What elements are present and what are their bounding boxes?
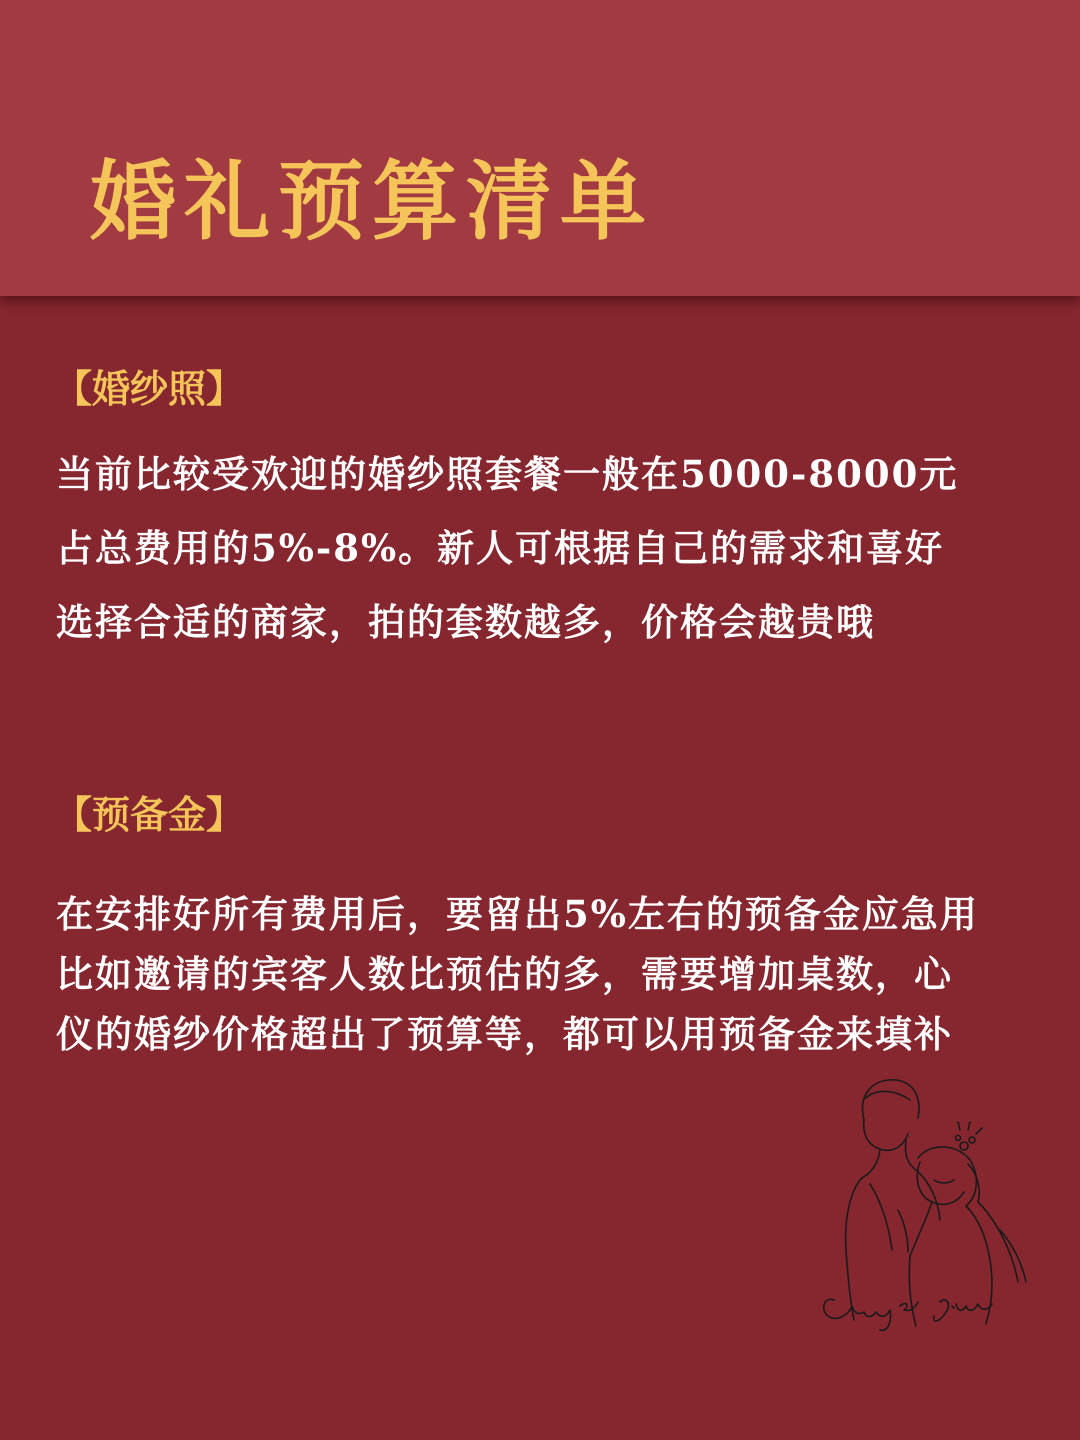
- paragraph-line: 选择合适的商家，拍的套数越多，价格会越贵哦: [56, 600, 875, 644]
- paragraph-line: 在安排好所有费用后，要留出5%左右的预备金应急用: [56, 892, 979, 936]
- paragraph-line: 比如邀请的宾客人数比预估的多，需要增加桌数，心: [56, 952, 953, 996]
- paragraph-line: 当前比较受欢迎的婚纱照套餐一般在5000-8000元: [56, 452, 959, 496]
- section-body-reserve-fund: [56, 884, 1046, 1064]
- paragraph-line: 仪的婚纱价格超出了预算等，都可以用预备金来填补: [56, 1012, 953, 1056]
- section-body-wedding-photos: [56, 444, 1046, 666]
- page-title: 婚礼预算清单: [90, 151, 654, 252]
- section-title-reserve-fund: 【预备金】: [54, 792, 245, 837]
- section-title-wedding-photos: 【婚纱照】: [54, 366, 245, 411]
- couple-line-drawing-icon: [800, 1060, 1040, 1350]
- paragraph-line: 占总费用的5%-8%。新人可根据自己的需求和喜好: [56, 526, 945, 570]
- header-banner: [0, 0, 1080, 296]
